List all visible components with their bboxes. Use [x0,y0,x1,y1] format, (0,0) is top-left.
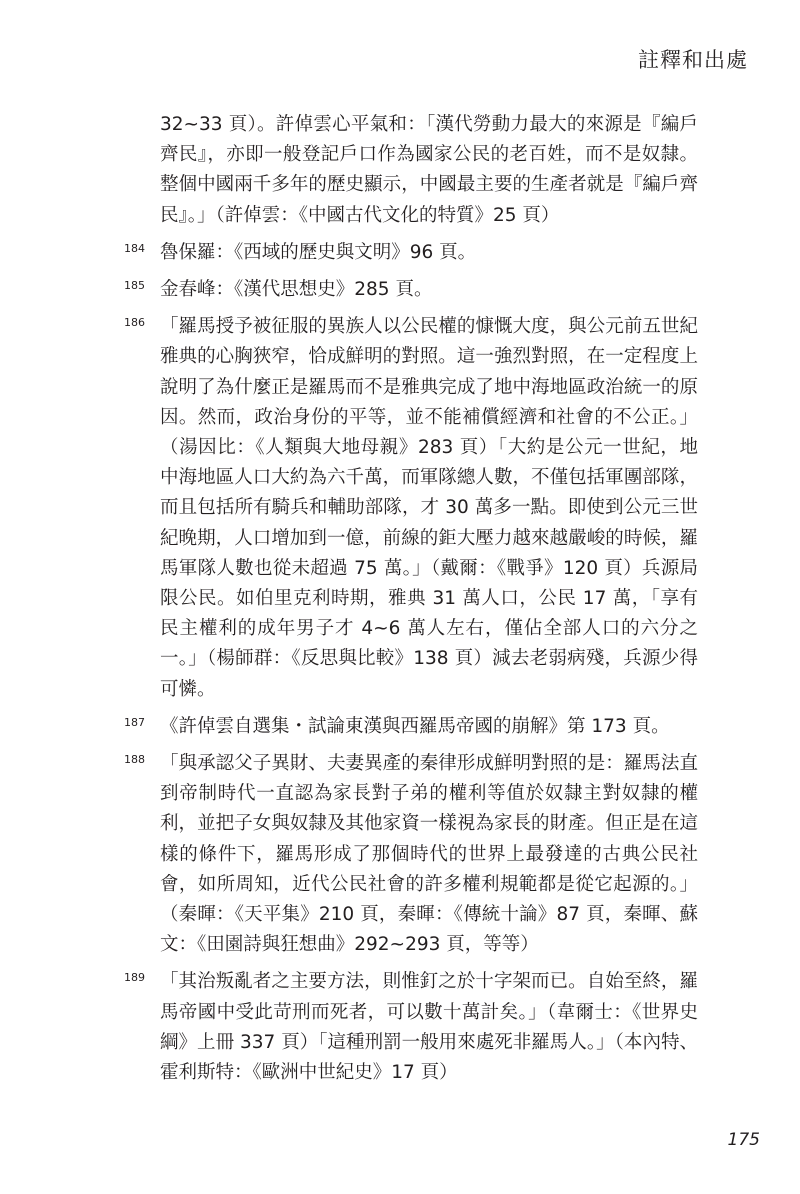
footnote-text: 「羅馬授予被征服的異族人以公民權的慷慨大度，與公元前五世紀雅典的心胸狹窄，恰成鮮明的對照。這一強烈對照，在一定程度上說明了為什麼正是羅馬而不是雅典完成了地中海地區政治統一的原因。然而，政治身份的平等，並不能補償經濟和社會的不公正。」（湯因比：《人類與大地母親》283 頁）「大約是公元一世紀，地中海地區人口大約為六千萬，而軍隊總人數，不僅包括軍團部隊，而且包括所有騎兵和輔助部隊，才 30 萬多一點。即使到公元三世紀晚期，人口增加到一億，前線的鉅大壓力越來越嚴峻的時候，羅馬軍隊人數也從未超過 75 萬。」（戴爾：《戰爭》120 頁）兵源局限公民。如伯里克利時期，雅典 31 萬人口，公民 17 萬，「享有民主權利的成年男子才 4~6 萬人左右，僅佔全部人口的六分之一。」（楊師群：《反思與比較》138 頁）減去老弱病殘，兵源少得可憐。 [160,316,698,700]
footnote-number: 185 [124,279,145,293]
footnotes-body [124,110,698,1095]
footnote-184 [124,238,698,268]
footnote-text: 《許倬雲自選集・試論東漢與西羅馬帝國的崩解》第 173 頁。 [160,715,670,737]
footnote-number: 189 [124,971,145,985]
footnote-text: 32~33 頁）。許倬雲心平氣和：「漢代勞動力最大的來源是『編戶齊民』，亦即一般登記戶口作為國家公民的老百姓，而不是奴隸。整個中國兩千多年的歷史顯示，中國最主要的生產者就是『編戶齊民』。」（許倬雲：《中國古代文化的特質》25 頁） [160,114,698,226]
footnote-continued [124,110,698,231]
footnote-186 [124,312,698,705]
footnote-text: 金春峰：《漢代思想史》285 頁。 [160,279,433,301]
footnote-number: 188 [124,753,145,767]
footnote-number: 184 [124,241,145,255]
footnote-text: 「與承認父子異財、夫妻異產的秦律形成鮮明對照的是：羅馬法直到帝制時代一直認為家長對子弟的權利等值於奴隸主對奴隸的權利，並把子女與奴隸及其他家資一樣視為家長的財產。但正是在這樣的條件下，羅馬形成了那個時代的世界上最發達的古典公民社會，如所周知，近代公民社會的許多權利規範都是從它起源的。」（秦暉：《天平集》210 頁，秦暉：《傳統十論》87 頁，秦暉、蘇文：《田園詩與狂想曲》292~293 頁，等等） [160,753,698,956]
footnote-187 [124,712,698,742]
footnote-number: 187 [124,715,145,729]
footnote-text: 「其治叛亂者之主要方法，則惟釘之於十字架而已。自始至終，羅馬帝國中受此苛刑而死者，可以數十萬計矣。」（韋爾士：《世界史綱》上冊 337 頁）「這種刑罰一般用來處死非羅馬人。」（本內特、霍利斯特：《歐洲中世紀史》17 頁） [160,971,698,1084]
footnote-188 [124,749,698,960]
page-number: 175 [727,1130,760,1150]
footnote-185 [124,275,698,305]
footnote-text: 魯保羅：《西域的歷史與文明》96 頁。 [160,241,477,263]
running-header: 註釋和出處 [638,48,748,72]
footnote-189 [124,967,698,1088]
footnote-number: 186 [124,316,145,330]
